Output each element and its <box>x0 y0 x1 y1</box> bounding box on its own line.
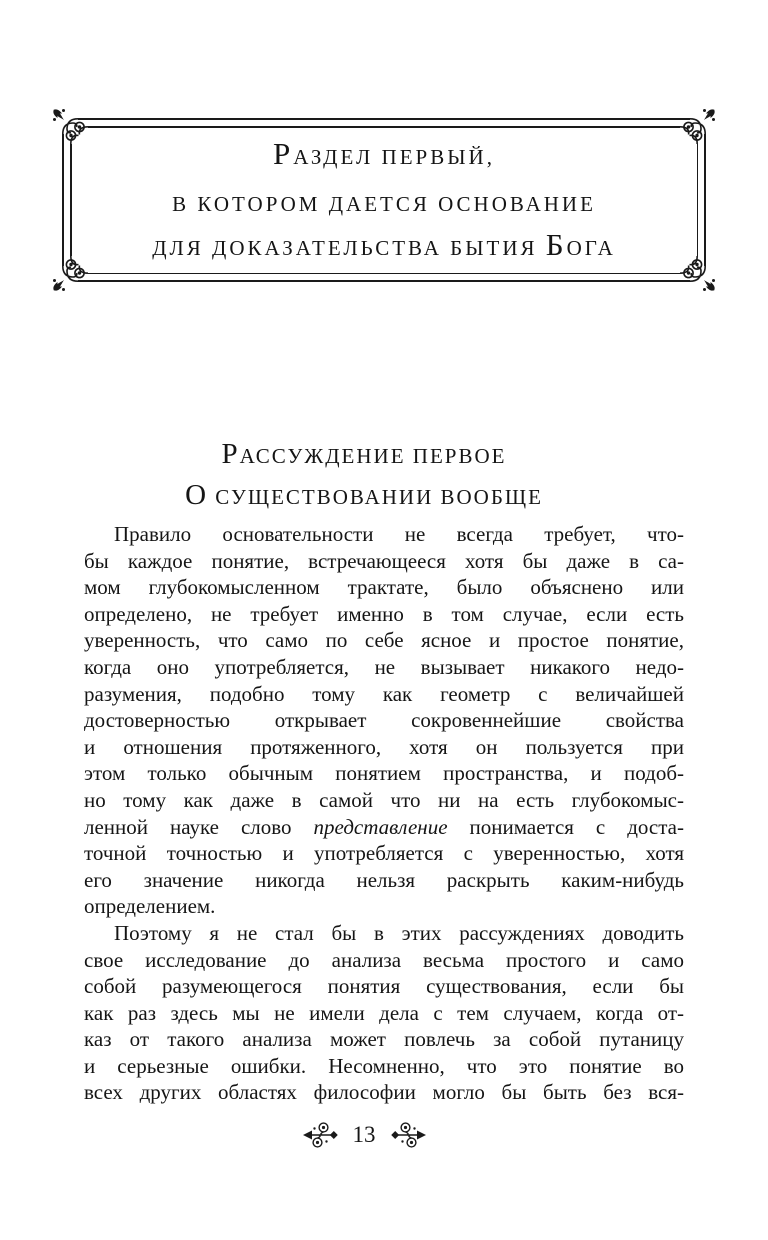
body-line <box>84 574 684 601</box>
body-text-segment: Поэтому я не стал бы в этих рассуждениях доводить <box>114 920 684 945</box>
body-line <box>84 1000 684 1027</box>
title-text-segment: СУЩЕСТВОВАНИИ ВООБЩЕ <box>208 485 543 509</box>
fleuron-arrow-right-icon <box>391 1120 427 1150</box>
body-text-segment: определением. <box>84 894 216 919</box>
body-line <box>84 601 684 628</box>
body-line <box>84 707 684 734</box>
body-line <box>84 973 684 1000</box>
body-line <box>84 760 684 787</box>
body-line <box>84 840 684 867</box>
body-line <box>84 1053 684 1080</box>
fleuron-arrow-left-icon <box>302 1120 338 1150</box>
body-text-segment: бы каждое понятие, встречающееся хотя бы даже в са- <box>84 548 684 573</box>
frame-border <box>78 280 690 282</box>
body-text-segment: собой разумеющегося понятия существования, если бы <box>84 974 684 999</box>
body-text-segment: каз от такого анализа может повлечь за собой путаницу <box>84 1027 684 1052</box>
body-italic-term: представление <box>313 814 448 839</box>
body-text-segment: когда оно употребляется, не вызывает никакого недо- <box>84 654 684 679</box>
section-title-line <box>172 185 596 226</box>
title-text-segment: Б <box>545 226 567 262</box>
body-text-segment: и серьезные ошибки. Несомненно, что это понятие во <box>84 1053 684 1078</box>
body-text-segment: ленной науке слово <box>84 814 314 839</box>
section-title-line <box>273 135 495 179</box>
title-text-segment: ДЛЯ ДОКАЗАТЕЛЬСТВА БЫТИЯ <box>152 235 546 260</box>
body-text-segment: как раз здесь мы не имели дела с тем случаем, когда от- <box>84 1000 684 1025</box>
body-text-segment: этом только обычным понятием пространства, и подоб- <box>84 761 684 786</box>
chapter-heading-line <box>64 436 664 477</box>
title-text-segment: Р <box>221 438 240 470</box>
body-line <box>84 787 684 814</box>
body-line <box>84 1026 684 1053</box>
frame-inner-border <box>88 273 680 275</box>
body-line <box>84 867 684 894</box>
body-line <box>84 893 684 920</box>
page-footer <box>64 1118 664 1152</box>
body-line <box>84 681 684 708</box>
body-text-segment: свое исследование до анализа весьма простого и само <box>84 947 684 972</box>
title-text-segment: АЗДЕЛ ПЕРВЫЙ, <box>293 144 495 169</box>
page-number: 13 <box>352 1122 376 1147</box>
body-text-segment: уверенность, что само по себе ясное и простое понятие, <box>84 628 684 653</box>
title-text-segment: АССУЖДЕНИЕ ПЕРВОЕ <box>239 444 507 468</box>
body-line <box>84 920 684 947</box>
body-line <box>84 654 684 681</box>
body-line <box>84 521 684 548</box>
body-line <box>84 548 684 575</box>
title-text-segment: О <box>185 479 209 511</box>
body-line <box>84 1079 684 1106</box>
frame-border <box>78 118 690 120</box>
chapter-heading-line <box>64 477 664 518</box>
body-line <box>84 627 684 654</box>
body-text-segment: определено, не требует именно в том случае, если есть <box>84 601 684 626</box>
body-text-segment: понимается с доста- <box>447 814 684 839</box>
section-title-frame <box>62 118 706 282</box>
body-text-segment: Правило основательности не всегда требует, что- <box>114 522 684 546</box>
body-line <box>84 947 684 974</box>
body-line <box>84 734 684 761</box>
body-text <box>84 521 684 1106</box>
title-text-segment: Р <box>273 135 294 171</box>
section-title-line <box>152 226 616 270</box>
frame-inner-border <box>697 144 699 256</box>
body-text-segment: его значение никогда нельзя раскрыть каким-нибудь <box>84 867 684 892</box>
title-text-segment: ОГА <box>566 235 616 260</box>
body-text-segment: разумения, подобно тому как геометр с величайшей <box>84 681 684 706</box>
chapter-heading <box>64 436 664 518</box>
body-text-segment: достоверностью открывает сокровеннейшие свойства <box>84 708 684 733</box>
title-text-segment: В КОТОРОМ ДАЕТСЯ ОСНОВАНИЕ <box>172 191 596 216</box>
body-text-segment: точной точностью и употребляется с уверенностью, хотя <box>84 841 684 866</box>
section-title <box>72 128 696 272</box>
body-text-segment: всех других областях философии могло бы быть без вся- <box>84 1080 684 1105</box>
body-line <box>84 814 684 841</box>
body-text-segment: мом глубокомысленном трактате, было объяснено или <box>84 575 684 600</box>
body-text-segment: но тому как даже в самой что ни на есть глубокомыс- <box>84 787 684 812</box>
body-text-segment: и отношения протяженного, хотя он пользуется при <box>84 734 684 759</box>
